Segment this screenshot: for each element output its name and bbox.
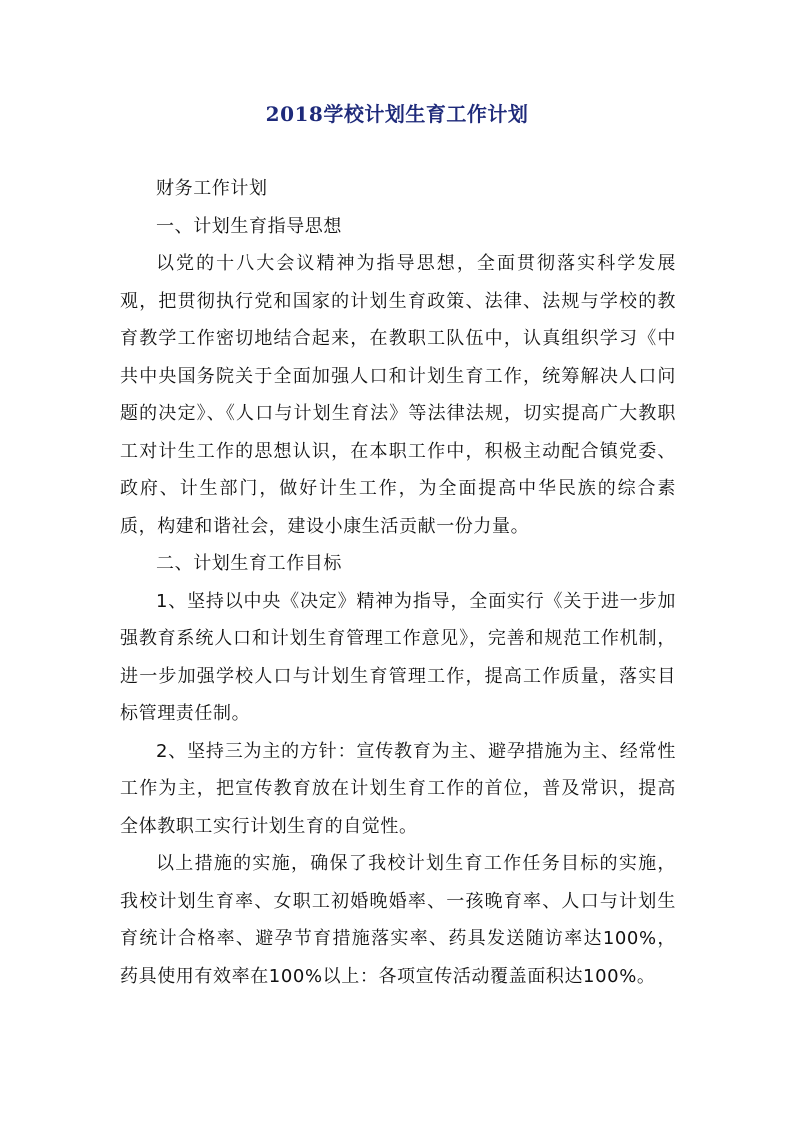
- document-body: [120, 170, 676, 995]
- paragraph-summary: 以上措施的实施，确保了我校计划生育工作任务目标的实施，我校计划生育率、女职工初婚晚婚率、一孩晚育率、人口与计划生育统计合格率、避孕节育措施落实率、药具发送随访率达100%，药具使用有效率在100%以上：各项宣传活动覆盖面积达100%。: [120, 853, 676, 987]
- paragraph-guiding-ideology-body: 以党的十八大会议精神为指导思想，全面贯彻落实科学发展观，把贯彻执行党和国家的计划生育政策、法律、法规与学校的教育教学工作密切地结合起来，在教职工队伍中，认真组织学习《中共中央国务院关于全面加强人口和计划生育工作，统筹解决人口问题的决定》、《人口与计划生育法》等法律法规，切实提高广大教职工对计生工作的思想认识，在本职工作中，积极主动配合镇党委、政府、计生部门，做好计生工作，为全面提高中华民族的综合素质，构建和谐社会，建设小康生活贡献一份力量。: [120, 253, 676, 537]
- paragraph-heading-work-goals: 二、计划生育工作目标: [156, 553, 342, 574]
- paragraph-section-heading-finance: 财务工作计划: [156, 178, 268, 199]
- paragraph-goal-1: 1、坚持以中央《决定》精神为指导，全面实行《关于进一步加强教育系统人口和计划生育管理工作意见》，完善和规范工作机制，进一步加强学校人口与计划生育管理工作，提高工作质量，落实目标管理责任制。: [120, 590, 676, 724]
- document-title: 2018学校计划生育工作计划: [265, 102, 529, 126]
- paragraph-heading-guiding-ideology: 一、计划生育指导思想: [156, 215, 342, 237]
- paragraph-goal-2: 2、坚持三为主的方针：宣传教育为主、避孕措施为主、经常性工作为主，把宣传教育放在计划生育工作的首位，普及常识，提高全体教职工实行计划生育的自觉性。: [120, 740, 676, 837]
